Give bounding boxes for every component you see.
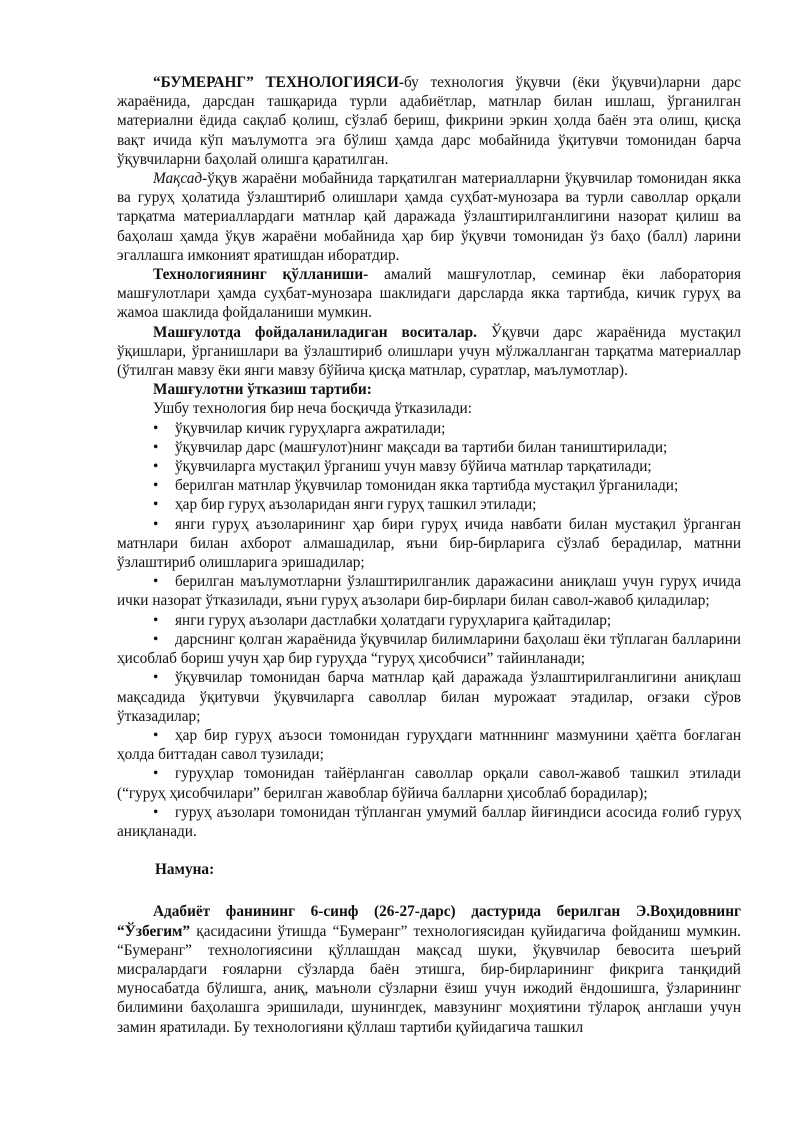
tools-paragraph (117, 323, 741, 381)
intro-title: “БУМЕРАНГ” ТЕХНОЛОГИЯСИ- (153, 74, 404, 91)
bullet: • (153, 765, 159, 783)
list-item: • берилган маълумотларни ўзлаштирилганлик даражасини аниқлаш учун гуруҳ ичида ички назорат ўтказилади, яъни гуруҳ аъзолари бир-бирлари билан савол-жавоб қиладилар; (117, 573, 741, 610)
sample-heading: Намуна: (155, 861, 215, 879)
procedure-list (117, 419, 741, 841)
bullet: • (153, 573, 159, 591)
usage-text: амалий машғулотлар, семинар ёки лаборатория машғулотлари ҳамда суҳбат-мунозара шаклидаги дарсларда якка тартибда, кичик гуруҳ ва жамоа шаклида фойдаланиши мумкин. (117, 266, 742, 322)
goal-label: Мақсад- (153, 170, 208, 188)
bullet: • (153, 496, 159, 514)
goal-paragraph (117, 169, 741, 265)
usage-paragraph (117, 265, 741, 323)
bullet: • (153, 611, 159, 629)
bullet: • (153, 669, 159, 687)
tools-text: Ўқувчи дарс жараёнида мустақил ўқишлари, ўрганишлари ва ўзлаштириб олишлари учун мўлжалланган тарқатма материаллар (ўтилган мавзу ёки янги мавзу бўйича қисқа матнлар, суратлар, маълумотлар). (117, 323, 741, 380)
bullet: • (153, 419, 159, 437)
list-item: • ўқувчиларга мустақил ўрганиш учун мавзу бўйича матнлар тарқатилади; (153, 458, 652, 476)
spacer (117, 841, 741, 860)
list-item: • дарснинг қолган жараёнида ўқувчилар билимларини баҳолаш ёки тўплаган балларини ҳисоблаб бориш учун ҳар бир гуруҳда “гуруҳ ҳисобчиси” тайинланади; (117, 630, 741, 668)
sample-bold-text: Адабиёт фанининг 6-синф (26-27-дарс) дастурида берилган Э.Воҳидовнинг “Ўзбегим” (117, 903, 741, 940)
list-item: • берилган матнлар ўқувчилар томонидан якка тартибда мустақил ўрганилади; (153, 477, 679, 495)
list-item: • гуруҳ аъзолари томонидан тўпланган умумий баллар йиғиндиси асосида ғолиб гуруҳ аниқланади. (117, 803, 741, 840)
goal-text: ўқув жараёни мобайнида тарқатилган материалларни ўқувчилар томонидан якка ва гуруҳ ҳолатида ўзлаштириб олишлари ҳамда суҳбат-мунозара ва турли саволлар орқали тарқатма материаллардаги матнлар қай даражада ўзлаштирилганлигини назорат қилиш ва баҳолаш ҳамда ўқув жараёни мобайнида ҳар бир ўқувчи томонидан ўз баҳо (балл) ларини эгаллашга имконият яратишдан иборатдир. (117, 170, 741, 264)
tools-label: Машғулотда фойдаланиладиган воситалар. (153, 323, 477, 341)
list-item: • ҳар бир гуруҳ аъзоси томонидан гуруҳдаги матнннинг мазмунини ҳаётга боғлаган ҳолда биттадан савол тузилади; (117, 726, 741, 764)
bullet: • (153, 477, 159, 495)
intro-text: бу технология ўқувчи (ёки ўқувчи)ларни дарс жараёнида, дарсдан ташқарида турли адабиётлар, матнлар билан ишлаш, ўрганилган материални ёдида сақлаб қолиш, сўзлаб бериш, фикрини эркин ҳолда баён эта олиш, қисқа вақт ичида кўп маълумотга эга бўлиш ҳамда дарс мобайнида ўқитувчи томонидан барча ўқувчиларни баҳолай олишга қаратилган. (117, 74, 741, 168)
bullet: • (153, 803, 159, 821)
intro-paragraph (117, 73, 741, 169)
list-item: • гуруҳлар томонидан тайёрланган саволлар орқали савол-жавоб ташкил этилади (“гуруҳ ҳисобчилари” берилган жавоблар бўйича балларни ҳисоблаб борадилар); (117, 765, 741, 802)
sample-paragraph (117, 902, 741, 1036)
bullet: • (153, 438, 159, 456)
list-item: • ўқувчилар кичик гуруҳларга ажратилади; (153, 419, 446, 437)
list-item: • янги гуруҳ аъзоларининг ҳар бири гуруҳ ичида навбати билан мустақил ўрганган матнлари билан ахборот алмашадилар, яъни бир-бирларига сўзлаб берадилар, матнни ўзлаштириб олишларига эришадилар; (117, 515, 741, 572)
usage-label: Технологиянинг қўлланиши- (153, 266, 369, 284)
spacer (117, 879, 741, 902)
list-item: • ўқувчилар дарс (машғулот)нинг мақсади ва тартиби билан таништирилади; (153, 438, 668, 456)
procedure-lead: Ушбу технология бир неча босқичда ўтказилади: (153, 400, 472, 418)
list-item: • ўқувчилар томонидан барча матнлар қай даражада ўзлаштирилганлигини аниқлаш мақсадида ўқитувчи ўқувчиларга саволлар билан мурожаат этадилар, оғзаки сўров ўтказадилар; (117, 669, 741, 725)
bullet: • (153, 458, 159, 476)
list-item: • ҳар бир гуруҳ аъзоларидан янги гуруҳ ташкил этилади; (153, 496, 537, 514)
bullet: • (153, 726, 159, 744)
bullet: • (153, 630, 159, 648)
sample-text: қасидасини ўтишда “Бумеранг” технологиясидан қуйидагича фойданиш мумкин. “Бумеранг” технологиясини қўллашдан мақсад шуки, ўқувчилар бевосита шеърий мисралардаги ғояларни сўзларда баён этишга, бир-бирларининг фикрига танқидий муносабатда бўлишга, аниқ, маъноли сўзларни ёзиш учун ижодий ёндошишга, ўзларининг билимини баҳолашга эришилади, шунингдек, мавзунинг моҳиятини тўлароқ англаши учун замин яратилади. Бу технологияни қўллаш тартиби қуйидагича ташкил (117, 922, 741, 1036)
document-page (117, 73, 741, 1037)
procedure-heading: Машғулотни ўтказиш тартиби: (153, 381, 372, 399)
list-item: • янги гуруҳ аъзолари дастлабки ҳолатдаги гуруҳларига қайтадилар; (153, 611, 612, 629)
bullet: • (153, 515, 159, 533)
